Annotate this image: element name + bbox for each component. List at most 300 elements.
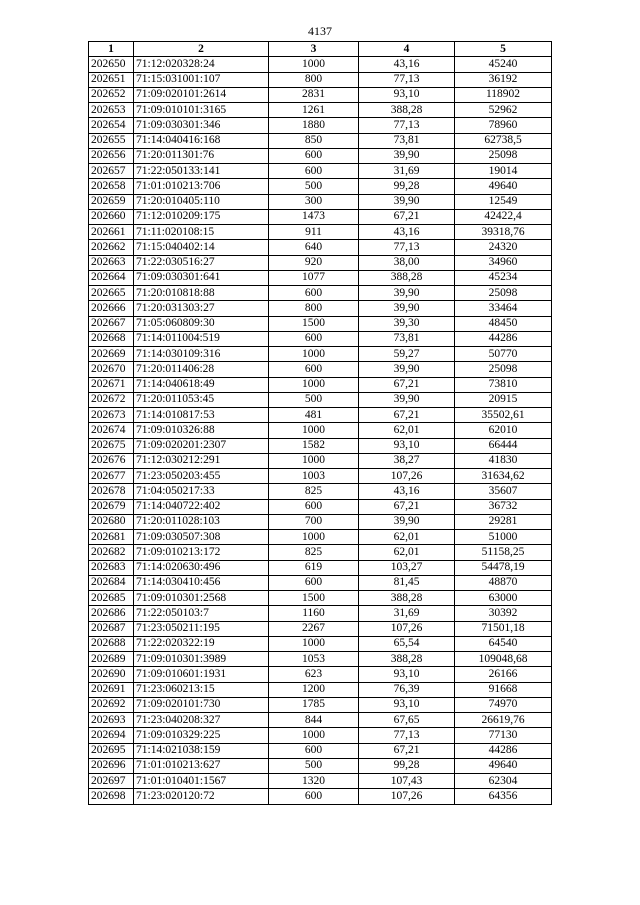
rate-cell: 67,21 (359, 408, 455, 423)
area-cell: 1077 (269, 270, 359, 285)
table-row (89, 758, 552, 773)
rate-cell: 67,21 (359, 209, 455, 224)
cadastral-number-cell: 71:09:020201:2307 (134, 438, 269, 453)
rate-cell: 39,90 (359, 286, 455, 301)
rate-cell: 31,69 (359, 606, 455, 621)
value-cell: 41830 (455, 453, 552, 468)
row-number-cell: 202680 (89, 514, 134, 529)
table-row (89, 301, 552, 316)
value-cell: 24320 (455, 240, 552, 255)
area-cell: 600 (269, 499, 359, 514)
cadastral-number-cell: 71:12:030212:291 (134, 453, 269, 468)
row-number-cell: 202661 (89, 225, 134, 240)
row-number-cell: 202689 (89, 652, 134, 667)
value-cell: 63000 (455, 591, 552, 606)
table-row (89, 133, 552, 148)
value-cell: 62304 (455, 774, 552, 789)
rate-cell: 107,26 (359, 789, 455, 804)
rate-cell: 77,13 (359, 240, 455, 255)
value-cell: 51158,25 (455, 545, 552, 560)
value-cell: 25098 (455, 362, 552, 377)
cadastral-number-cell: 71:15:040402:14 (134, 240, 269, 255)
rate-cell: 39,30 (359, 316, 455, 331)
value-cell: 34960 (455, 255, 552, 270)
value-cell: 36192 (455, 72, 552, 87)
table-row (89, 423, 552, 438)
value-cell: 49640 (455, 758, 552, 773)
table-row (89, 392, 552, 407)
value-cell: 66444 (455, 438, 552, 453)
value-cell: 45240 (455, 57, 552, 72)
row-number-cell: 202659 (89, 194, 134, 209)
table-row (89, 194, 552, 209)
cadastral-number-cell: 71:23:050203:455 (134, 469, 269, 484)
value-cell: 44286 (455, 331, 552, 346)
table-row (89, 255, 552, 270)
rate-cell: 388,28 (359, 270, 455, 285)
row-number-cell: 202696 (89, 758, 134, 773)
cadastral-number-cell: 71:14:020630:496 (134, 560, 269, 575)
table-row (89, 225, 552, 240)
rate-cell: 38,27 (359, 453, 455, 468)
cadastral-number-cell: 71:23:050211:195 (134, 621, 269, 636)
area-cell: 1200 (269, 682, 359, 697)
table-row (89, 621, 552, 636)
area-cell: 850 (269, 133, 359, 148)
area-cell: 1003 (269, 469, 359, 484)
rate-cell: 93,10 (359, 697, 455, 712)
area-cell: 481 (269, 408, 359, 423)
value-cell: 64540 (455, 636, 552, 651)
area-cell: 600 (269, 789, 359, 804)
table-row (89, 682, 552, 697)
value-cell: 48450 (455, 316, 552, 331)
table-row (89, 72, 552, 87)
rate-cell: 43,16 (359, 225, 455, 240)
value-cell: 77130 (455, 728, 552, 743)
cadastral-number-cell: 71:09:010101:3165 (134, 103, 269, 118)
value-cell: 12549 (455, 194, 552, 209)
cadastral-number-cell: 71:14:040618:49 (134, 377, 269, 392)
page-number: 4137 (308, 24, 332, 38)
table-row (89, 209, 552, 224)
area-cell: 500 (269, 758, 359, 773)
rate-cell: 388,28 (359, 591, 455, 606)
row-number-cell: 202684 (89, 575, 134, 590)
value-cell: 49640 (455, 179, 552, 194)
table-row (89, 87, 552, 102)
table-row (89, 377, 552, 392)
area-cell: 825 (269, 545, 359, 560)
row-number-cell: 202678 (89, 484, 134, 499)
area-cell: 300 (269, 194, 359, 209)
cadastral-number-cell: 71:09:020101:730 (134, 697, 269, 712)
cadastral-number-cell: 71:15:031001:107 (134, 72, 269, 87)
table-row (89, 713, 552, 728)
row-number-cell: 202658 (89, 179, 134, 194)
rate-cell: 77,13 (359, 728, 455, 743)
rate-cell: 67,21 (359, 499, 455, 514)
cadastral-number-cell: 71:01:010213:706 (134, 179, 269, 194)
rate-cell: 39,90 (359, 392, 455, 407)
table-row (89, 469, 552, 484)
area-cell: 800 (269, 301, 359, 316)
rate-cell: 62,01 (359, 530, 455, 545)
rate-cell: 77,13 (359, 72, 455, 87)
row-number-cell: 202690 (89, 667, 134, 682)
cadastral-number-cell: 71:20:011301:76 (134, 148, 269, 163)
cadastral-number-cell: 71:09:010301:2568 (134, 591, 269, 606)
area-cell: 1000 (269, 347, 359, 362)
value-cell: 64356 (455, 789, 552, 804)
table-row (89, 728, 552, 743)
area-cell: 600 (269, 148, 359, 163)
row-number-cell: 202685 (89, 591, 134, 606)
table-row (89, 331, 552, 346)
table-row (89, 606, 552, 621)
value-cell: 36732 (455, 499, 552, 514)
value-cell: 35607 (455, 484, 552, 499)
rate-cell: 62,01 (359, 545, 455, 560)
area-cell: 1000 (269, 636, 359, 651)
row-number-cell: 202650 (89, 57, 134, 72)
value-cell: 42422,4 (455, 209, 552, 224)
cadastral-number-cell: 71:14:010817:53 (134, 408, 269, 423)
row-number-cell: 202666 (89, 301, 134, 316)
area-cell: 825 (269, 484, 359, 499)
value-cell: 62010 (455, 423, 552, 438)
header-row (89, 42, 552, 57)
area-cell: 500 (269, 179, 359, 194)
cadastral-number-cell: 71:20:010818:88 (134, 286, 269, 301)
cadastral-number-cell: 71:22:020322:19 (134, 636, 269, 651)
table-row (89, 743, 552, 758)
row-number-cell: 202669 (89, 347, 134, 362)
row-number-cell: 202654 (89, 118, 134, 133)
row-number-cell: 202681 (89, 530, 134, 545)
value-cell: 91668 (455, 682, 552, 697)
row-number-cell: 202692 (89, 697, 134, 712)
rate-cell: 107,26 (359, 621, 455, 636)
table-row (89, 499, 552, 514)
cadastral-number-cell: 71:09:030301:641 (134, 270, 269, 285)
value-cell: 71501,18 (455, 621, 552, 636)
column-header: 2 (134, 42, 269, 57)
cadastral-number-cell: 71:12:010209:175 (134, 209, 269, 224)
cadastral-number-cell: 71:20:010405:110 (134, 194, 269, 209)
table-row (89, 408, 552, 423)
rate-cell: 73,81 (359, 331, 455, 346)
area-cell: 1000 (269, 728, 359, 743)
value-cell: 73810 (455, 377, 552, 392)
area-cell: 600 (269, 362, 359, 377)
rate-cell: 99,28 (359, 179, 455, 194)
rate-cell: 65,54 (359, 636, 455, 651)
row-number-cell: 202679 (89, 499, 134, 514)
row-number-cell: 202673 (89, 408, 134, 423)
value-cell: 44286 (455, 743, 552, 758)
table-row (89, 148, 552, 163)
value-cell: 33464 (455, 301, 552, 316)
cadastral-number-cell: 71:09:020101:2614 (134, 87, 269, 102)
rate-cell: 73,81 (359, 133, 455, 148)
table-row (89, 103, 552, 118)
table-row (89, 591, 552, 606)
rate-cell: 93,10 (359, 87, 455, 102)
cadastral-number-cell: 71:05:060809:30 (134, 316, 269, 331)
value-cell: 39318,76 (455, 225, 552, 240)
cadastral-number-cell: 71:23:020120:72 (134, 789, 269, 804)
row-number-cell: 202672 (89, 392, 134, 407)
area-cell: 911 (269, 225, 359, 240)
area-cell: 700 (269, 514, 359, 529)
row-number-cell: 202677 (89, 469, 134, 484)
value-cell: 51000 (455, 530, 552, 545)
rate-cell: 39,90 (359, 301, 455, 316)
cadastral-number-cell: 71:04:050217:33 (134, 484, 269, 499)
value-cell: 50770 (455, 347, 552, 362)
value-cell: 20915 (455, 392, 552, 407)
value-cell: 26166 (455, 667, 552, 682)
table-row (89, 347, 552, 362)
cadastral-number-cell: 71:14:040722:402 (134, 499, 269, 514)
value-cell: 52962 (455, 103, 552, 118)
area-cell: 623 (269, 667, 359, 682)
value-cell: 26619,76 (455, 713, 552, 728)
area-cell: 1320 (269, 774, 359, 789)
cadastral-number-cell: 71:09:010326:88 (134, 423, 269, 438)
cadastral-number-cell: 71:20:011053:45 (134, 392, 269, 407)
row-number-cell: 202660 (89, 209, 134, 224)
cadastral-number-cell: 71:09:010301:3989 (134, 652, 269, 667)
area-cell: 600 (269, 743, 359, 758)
row-number-cell: 202657 (89, 164, 134, 179)
data-table (88, 41, 552, 805)
row-number-cell: 202676 (89, 453, 134, 468)
row-number-cell: 202653 (89, 103, 134, 118)
value-cell: 118902 (455, 87, 552, 102)
value-cell: 25098 (455, 286, 552, 301)
table-row (89, 545, 552, 560)
table-row (89, 484, 552, 499)
table-row (89, 530, 552, 545)
area-cell: 1000 (269, 530, 359, 545)
value-cell: 25098 (455, 148, 552, 163)
rate-cell: 67,21 (359, 743, 455, 758)
row-number-cell: 202682 (89, 545, 134, 560)
row-number-cell: 202651 (89, 72, 134, 87)
area-cell: 1880 (269, 118, 359, 133)
row-number-cell: 202675 (89, 438, 134, 453)
cadastral-number-cell: 71:14:030410:456 (134, 575, 269, 590)
row-number-cell: 202686 (89, 606, 134, 621)
area-cell: 1473 (269, 209, 359, 224)
cadastral-number-cell: 71:22:050133:141 (134, 164, 269, 179)
area-cell: 844 (269, 713, 359, 728)
value-cell: 31634,62 (455, 469, 552, 484)
row-number-cell: 202674 (89, 423, 134, 438)
row-number-cell: 202683 (89, 560, 134, 575)
cadastral-number-cell: 71:14:030109:316 (134, 347, 269, 362)
row-number-cell: 202671 (89, 377, 134, 392)
row-number-cell: 202662 (89, 240, 134, 255)
rate-cell: 81,45 (359, 575, 455, 590)
table-row (89, 514, 552, 529)
cadastral-number-cell: 71:09:010329:225 (134, 728, 269, 743)
area-cell: 600 (269, 575, 359, 590)
rate-cell: 93,10 (359, 438, 455, 453)
rate-cell: 107,43 (359, 774, 455, 789)
table-row (89, 118, 552, 133)
area-cell: 1000 (269, 423, 359, 438)
row-number-cell: 202695 (89, 743, 134, 758)
area-cell: 1000 (269, 453, 359, 468)
table-row (89, 240, 552, 255)
table-row (89, 286, 552, 301)
rate-cell: 39,90 (359, 514, 455, 529)
rate-cell: 388,28 (359, 652, 455, 667)
area-cell: 619 (269, 560, 359, 575)
row-number-cell: 202668 (89, 331, 134, 346)
value-cell: 74970 (455, 697, 552, 712)
row-number-cell: 202691 (89, 682, 134, 697)
value-cell: 19014 (455, 164, 552, 179)
table-row (89, 362, 552, 377)
column-header: 4 (359, 42, 455, 57)
area-cell: 1582 (269, 438, 359, 453)
row-number-cell: 202687 (89, 621, 134, 636)
rate-cell: 39,90 (359, 194, 455, 209)
row-number-cell: 202693 (89, 713, 134, 728)
table-row (89, 270, 552, 285)
value-cell: 48870 (455, 575, 552, 590)
column-header: 5 (455, 42, 552, 57)
rate-cell: 388,28 (359, 103, 455, 118)
column-header: 3 (269, 42, 359, 57)
area-cell: 1000 (269, 57, 359, 72)
area-cell: 2267 (269, 621, 359, 636)
cadastral-number-cell: 71:11:020108:15 (134, 225, 269, 240)
row-number-cell: 202656 (89, 148, 134, 163)
rate-cell: 62,01 (359, 423, 455, 438)
table-row (89, 789, 552, 804)
table-row (89, 774, 552, 789)
rate-cell: 43,16 (359, 484, 455, 499)
column-header: 1 (89, 42, 134, 57)
value-cell: 29281 (455, 514, 552, 529)
row-number-cell: 202665 (89, 286, 134, 301)
area-cell: 600 (269, 164, 359, 179)
area-cell: 1000 (269, 377, 359, 392)
row-number-cell: 202670 (89, 362, 134, 377)
table-row (89, 575, 552, 590)
row-number-cell: 202694 (89, 728, 134, 743)
table-body (89, 57, 552, 804)
table-row (89, 560, 552, 575)
table-row (89, 164, 552, 179)
area-cell: 1500 (269, 316, 359, 331)
cadastral-number-cell: 71:01:010401:1567 (134, 774, 269, 789)
value-cell: 78960 (455, 118, 552, 133)
cadastral-number-cell: 71:14:011004:519 (134, 331, 269, 346)
table-row (89, 179, 552, 194)
row-number-cell: 202655 (89, 133, 134, 148)
table-row (89, 652, 552, 667)
cadastral-number-cell: 71:14:021038:159 (134, 743, 269, 758)
area-cell: 640 (269, 240, 359, 255)
cadastral-number-cell: 71:23:040208:327 (134, 713, 269, 728)
rate-cell: 103,27 (359, 560, 455, 575)
area-cell: 920 (269, 255, 359, 270)
area-cell: 2831 (269, 87, 359, 102)
row-number-cell: 202697 (89, 774, 134, 789)
rate-cell: 38,00 (359, 255, 455, 270)
cadastral-number-cell: 71:09:010601:1931 (134, 667, 269, 682)
table-row (89, 697, 552, 712)
value-cell: 62738,5 (455, 133, 552, 148)
row-number-cell: 202664 (89, 270, 134, 285)
area-cell: 1785 (269, 697, 359, 712)
value-cell: 35502,61 (455, 408, 552, 423)
area-cell: 500 (269, 392, 359, 407)
rate-cell: 67,65 (359, 713, 455, 728)
table-row (89, 667, 552, 682)
rate-cell: 31,69 (359, 164, 455, 179)
row-number-cell: 202663 (89, 255, 134, 270)
table-row (89, 453, 552, 468)
area-cell: 800 (269, 72, 359, 87)
area-cell: 1053 (269, 652, 359, 667)
cadastral-number-cell: 71:12:020328:24 (134, 57, 269, 72)
cadastral-number-cell: 71:09:030301:346 (134, 118, 269, 133)
row-number-cell: 202652 (89, 87, 134, 102)
table-row (89, 316, 552, 331)
value-cell: 109048,68 (455, 652, 552, 667)
cadastral-number-cell: 71:22:030516:27 (134, 255, 269, 270)
cadastral-number-cell: 71:20:031303:27 (134, 301, 269, 316)
rate-cell: 76,39 (359, 682, 455, 697)
table-row (89, 438, 552, 453)
cadastral-number-cell: 71:09:010213:172 (134, 545, 269, 560)
cadastral-number-cell: 71:20:011028:103 (134, 514, 269, 529)
rate-cell: 59,27 (359, 347, 455, 362)
table-row (89, 57, 552, 72)
table-row (89, 636, 552, 651)
rate-cell: 107,26 (359, 469, 455, 484)
area-cell: 600 (269, 286, 359, 301)
rate-cell: 39,90 (359, 362, 455, 377)
cadastral-number-cell: 71:22:050103:7 (134, 606, 269, 621)
value-cell: 30392 (455, 606, 552, 621)
area-cell: 1500 (269, 591, 359, 606)
row-number-cell: 202698 (89, 789, 134, 804)
rate-cell: 93,10 (359, 667, 455, 682)
rate-cell: 77,13 (359, 118, 455, 133)
value-cell: 54478,19 (455, 560, 552, 575)
cadastral-number-cell: 71:20:011406:28 (134, 362, 269, 377)
cadastral-number-cell: 71:09:030507:308 (134, 530, 269, 545)
value-cell: 45234 (455, 270, 552, 285)
cadastral-number-cell: 71:01:010213:627 (134, 758, 269, 773)
cadastral-number-cell: 71:14:040416:168 (134, 133, 269, 148)
rate-cell: 39,90 (359, 148, 455, 163)
area-cell: 600 (269, 331, 359, 346)
row-number-cell: 202688 (89, 636, 134, 651)
row-number-cell: 202667 (89, 316, 134, 331)
rate-cell: 67,21 (359, 377, 455, 392)
rate-cell: 43,16 (359, 57, 455, 72)
cadastral-number-cell: 71:23:060213:15 (134, 682, 269, 697)
